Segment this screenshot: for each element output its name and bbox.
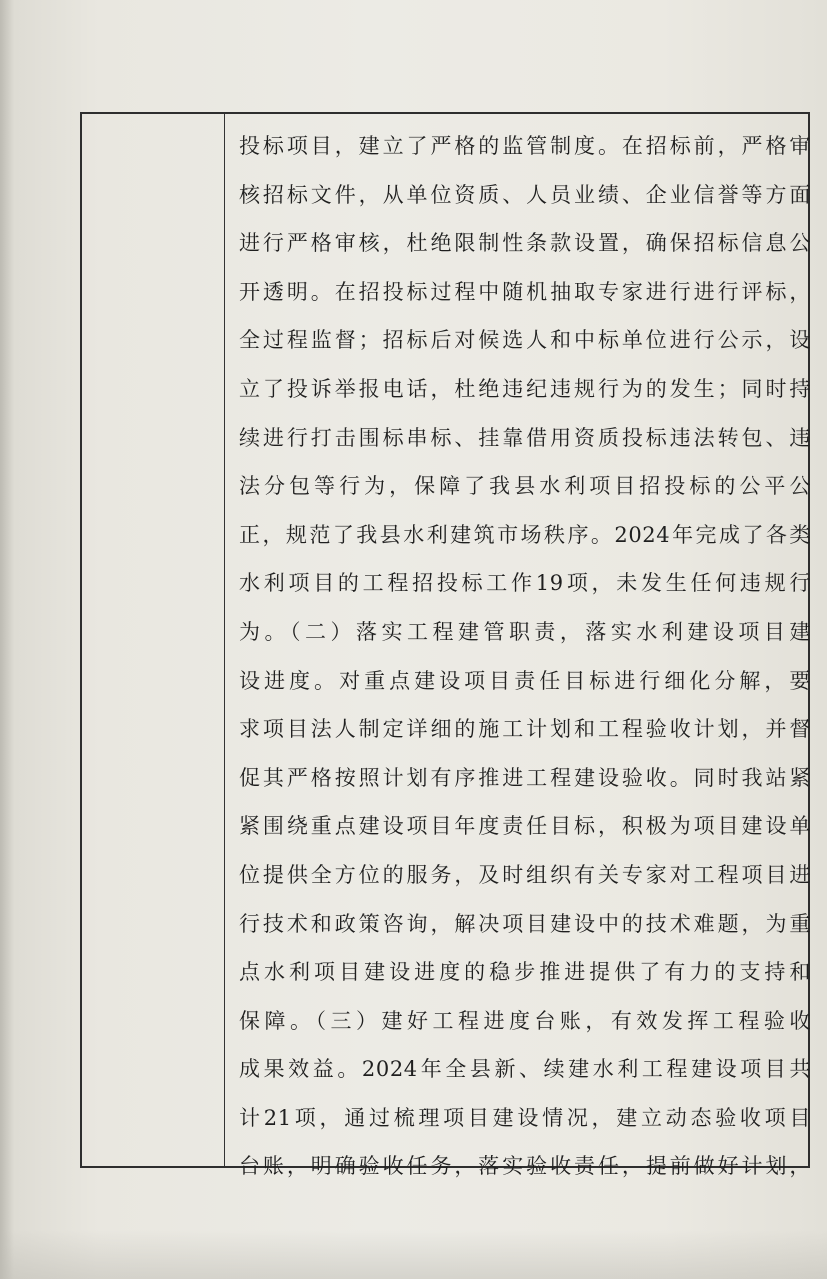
text-line: 设进度。对重点建设项目责任目标进行细化分解，要 (239, 668, 811, 693)
text-line: 求项目法人制定详细的施工计划和工程验收计划，并督 (239, 717, 811, 742)
text-line: 台账，明确验收任务，落实验收责任，提前做好计划， (239, 1154, 811, 1179)
text-line: 为。（二）落实工程建管职责，落实水利建设项目建 (239, 619, 811, 644)
text-line: 位提供全方位的服务，及时组织有关专家对工程项目进 (239, 862, 811, 887)
text-line: 法分包等行为，保障了我县水利项目招投标的公平公 (239, 474, 811, 499)
table-content-column (225, 114, 811, 1179)
text-line: 核招标文件，从单位资质、人员业绩、企业信誉等方面 (239, 182, 811, 207)
text-line: 水利项目的工程招投标工作19项，未发生任何违规行 (239, 571, 811, 596)
form-table (80, 112, 811, 1179)
text-line: 计21项，通过梳理项目建设情况，建立动态验收项目 (239, 1105, 811, 1130)
text-line: 成果效益。2024年全县新、续建水利工程建设项目共 (239, 1057, 811, 1082)
page-edge-shadow (0, 0, 14, 1279)
text-line: 正，规范了我县水利建筑市场秩序。2024年完成了各类 (239, 522, 811, 547)
text-line: 保障。（三）建好工程进度台账，有效发挥工程验收 (239, 1008, 811, 1033)
text-line: 全过程监督；招标后对候选人和中标单位进行公示，设 (239, 328, 811, 353)
text-line: 点水利项目建设进度的稳步推进提供了有力的支持和 (239, 960, 811, 985)
text-line: 续进行打击围标串标、挂靠借用资质投标违法转包、违 (239, 425, 811, 450)
page-bottom-shadow (0, 1230, 827, 1279)
table-label-column (82, 114, 225, 1166)
text-line: 开透明。在招投标过程中随机抽取专家进行进行评标， (239, 279, 811, 304)
text-line: 进行严格审核，杜绝限制性条款设置，确保招标信息公 (239, 231, 811, 256)
text-line: 行技术和政策咨询，解决项目建设中的技术难题，为重 (239, 911, 811, 936)
text-line: 立了投诉举报电话，杜绝违纪违规行为的发生；同时持 (239, 376, 811, 401)
text-line: 投标项目，建立了严格的监管制度。在招标前，严格审 (239, 134, 811, 158)
body-text (239, 122, 811, 1191)
text-line: 紧围绕重点建设项目年度责任目标，积极为项目建设单 (239, 814, 811, 839)
text-line: 促其严格按照计划有序推进工程建设验收。同时我站紧 (239, 765, 811, 790)
